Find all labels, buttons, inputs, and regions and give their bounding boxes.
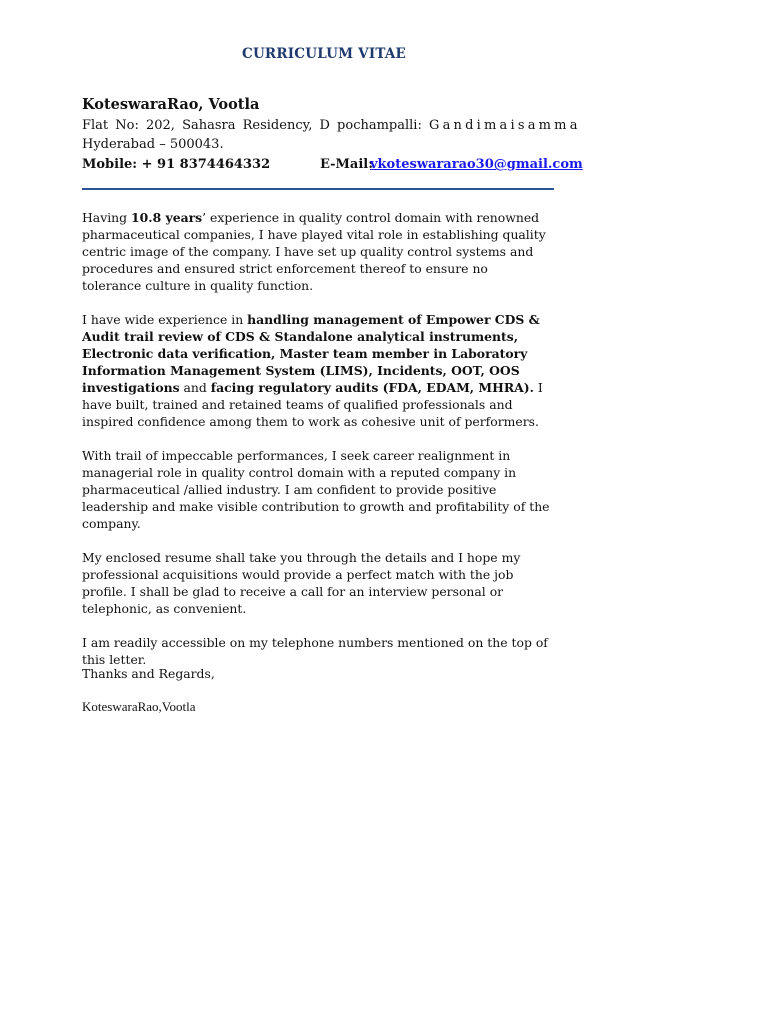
document-title: CURRICULUM VITAE [242, 46, 407, 62]
bold-run: handling management of Empower CDS & Audit trail review of CDS & Standalone analytical instruments, Electronic data verification, Master team member in Laboratory Information Management System (LIMS), Incidents, OOT, OOS investigations [82, 312, 540, 395]
text-run: ’ experience in quality control domain with renowned pharmaceutical companies, I have played vital role in establishing quality centric image of the company. I have set up quality control systems and procedures and ensured strict enforcement thereof to ensure no tolerance culture in quality function. [82, 210, 546, 293]
address-line-1 [82, 118, 581, 133]
paragraph-skills [82, 311, 550, 430]
address-line-2: Hyderabad – 500043. [82, 137, 224, 152]
bold-run: facing regulatory audits (FDA, EDAM, MHRA). [210, 380, 534, 395]
text-run: I have wide experience in [82, 312, 248, 327]
paragraph-objective: With trail of impeccable performances, I seek career realignment in managerial role in quality control domain with a reputed company in pharmaceutical /allied industry. I am confident to provide positive leadership and make visible contribution to growth and profitability of the company. [82, 448, 550, 531]
candidate-name: KoteswaraRao, Vootla [82, 96, 260, 113]
header-divider [82, 188, 554, 190]
address-street: Flat No: 202, Sahasra Residency, D pochampalli: [82, 118, 422, 133]
bold-run: 10.8 years [131, 210, 203, 225]
signature-name: KoteswaraRao,Vootla [82, 699, 196, 714]
paragraph-contact: I am readily accessible on my telephone numbers mentioned on the top of this letter. [82, 635, 548, 667]
paragraph-experience [82, 209, 550, 294]
cover-letter-body [82, 209, 550, 685]
paragraph-resume: My enclosed resume shall take you through the details and I hope my professional acquisitions would provide a perfect match with the job profile. I shall be glad to receive a call for an interview personal or telephonic, as convenient. [82, 550, 521, 616]
mobile-number: Mobile: + 91 8374464332 [82, 157, 271, 172]
email-link[interactable]: vkoteswararao30@gmail.com [370, 157, 583, 172]
text-run: and [179, 380, 211, 395]
closing-salutation: Thanks and Regards, [82, 666, 215, 681]
email-label: E-Mail: [320, 157, 374, 172]
address-area: Gandimaisamma [429, 118, 581, 133]
text-run: Having [82, 210, 132, 225]
text-run: I have built, trained and retained teams of qualified professionals and inspired confidence among them to work as cohesive unit of performers. [82, 380, 543, 429]
